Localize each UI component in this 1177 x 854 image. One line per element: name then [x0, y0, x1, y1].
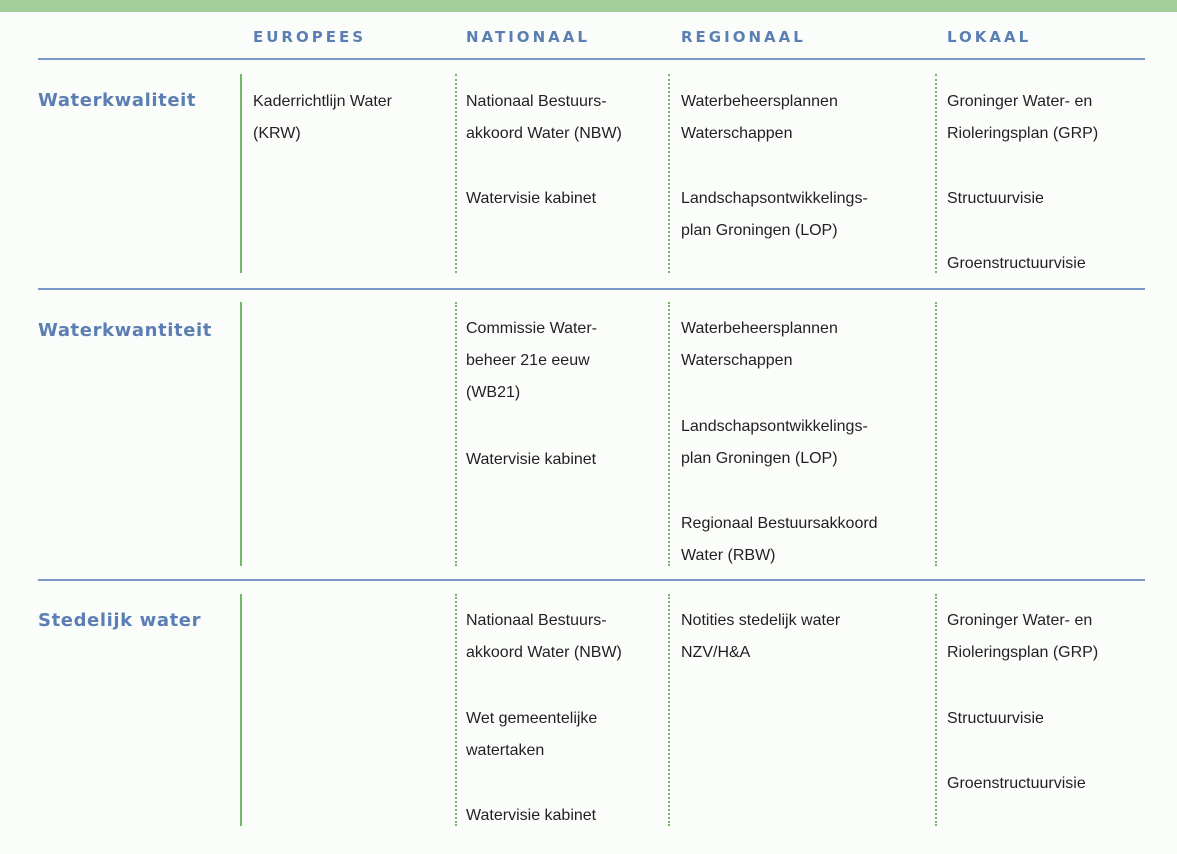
cell-item: Groenstructuurvisie — [947, 775, 1086, 792]
cell-item: Structuurvisie — [947, 710, 1044, 727]
cell-item: Groninger Water- en Rioleringsplan (GRP) — [947, 612, 1099, 661]
row-label-waterkwantiteit: Waterkwantiteit — [38, 320, 212, 341]
header-rule — [38, 58, 1145, 60]
cell-item: Commissie Water- beheer 21e eeuw (WB21) — [466, 320, 597, 401]
column-separator — [935, 302, 937, 566]
column-separator — [240, 594, 242, 826]
column-header-lokaal: LOKAAL — [947, 28, 1032, 46]
column-header-europees: EUROPEES — [253, 28, 367, 46]
cell-item: Wet gemeentelijke watertaken — [466, 710, 598, 759]
column-separator — [668, 594, 670, 826]
cell-item: Landschapsontwikkelings- plan Groningen (LOP) — [681, 418, 868, 467]
column-separator — [935, 74, 937, 273]
cell-item: Kaderrichtlijn Water (KRW) — [253, 93, 393, 142]
column-separator — [668, 302, 670, 566]
cell-item: Waterbeheersplannen Waterschappen — [681, 320, 838, 369]
cell-item: Nationaal Bestuurs- akkoord Water (NBW) — [466, 93, 622, 142]
row-label-stedelijk-water: Stedelijk water — [38, 610, 202, 631]
column-separator — [668, 74, 670, 273]
column-separator — [455, 302, 457, 566]
column-separator — [455, 594, 457, 826]
column-header-regionaal: REGIONAAL — [681, 28, 806, 46]
cell-item: Nationaal Bestuurs- akkoord Water (NBW) — [466, 612, 622, 661]
row-divider-1 — [38, 288, 1145, 290]
cell-item: Notities stedelijk water NZV/H&A — [681, 612, 841, 661]
cell-item: Groenstructuurvisie — [947, 255, 1086, 272]
cell-item: Landschapsontwikkelings- plan Groningen (LOP) — [681, 190, 868, 239]
cell-item: Watervisie kabinet — [466, 451, 597, 468]
column-separator — [240, 74, 242, 273]
cell-item: Waterbeheersplannen Waterschappen — [681, 93, 838, 142]
row-label-waterkwaliteit: Waterkwaliteit — [38, 90, 197, 111]
top-accent-bar — [0, 0, 1177, 12]
cell-item: Watervisie kabinet — [466, 807, 597, 824]
cell-item: Regionaal Bestuursakkoord Water (RBW) — [681, 515, 878, 564]
row-divider-2 — [38, 579, 1145, 581]
cell-item: Structuurvisie — [947, 190, 1044, 207]
column-separator — [455, 74, 457, 273]
column-separator — [240, 302, 242, 566]
cell-item: Watervisie kabinet — [466, 190, 597, 207]
column-separator — [935, 594, 937, 826]
cell-item: Groninger Water- en Rioleringsplan (GRP) — [947, 93, 1099, 142]
column-header-nationaal: NATIONAAL — [466, 28, 590, 46]
